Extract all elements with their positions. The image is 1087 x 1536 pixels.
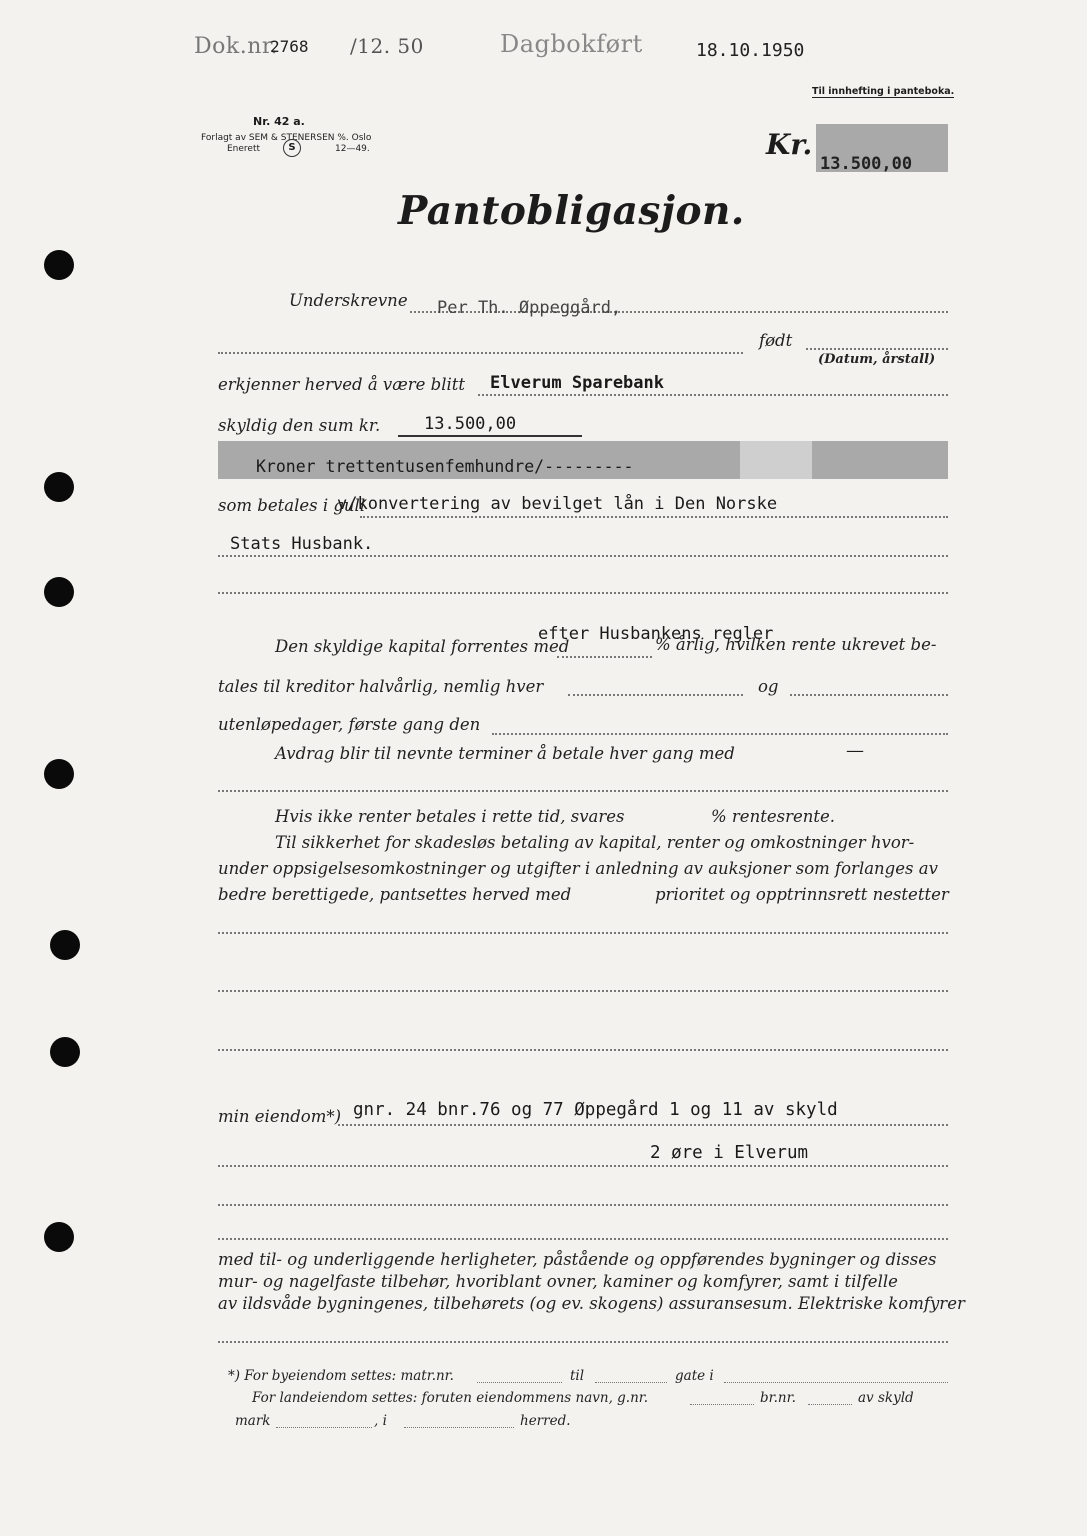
security-line-blank-1: [218, 932, 948, 934]
handwritten-ref: Dok.nr.: [194, 34, 278, 59]
installment-value: —: [846, 740, 864, 761]
footnote-line3-c: herred.: [520, 1413, 571, 1429]
owe-label: skyldig den sum kr.: [218, 416, 381, 435]
publisher-line3: 12—49.: [335, 144, 370, 154]
footnote-dots-7: [404, 1427, 514, 1428]
late-interest-b: % rentesrente.: [711, 807, 835, 826]
undersigned-label: Underskrevne: [289, 291, 408, 310]
security-line1: Til sikkerhet for skadesløs betaling av kapital, renter og omkostninger hvor-: [275, 833, 915, 852]
property-line-4: [218, 1238, 948, 1240]
appurtenances-line2: mur- og nagelfaste tilbehør, hvoriblant ovner, kaminer og komfyrer, samt i tilfelle: [218, 1272, 898, 1291]
amount-value: 13.500,00: [820, 154, 913, 174]
born-line: [806, 348, 948, 350]
binding-note: Til innhefting i panteboka.: [812, 86, 955, 97]
footnote-dots-6: [276, 1427, 372, 1428]
handwritten-note: Dagbokført: [500, 30, 643, 58]
footnote-dots-1: [477, 1382, 562, 1383]
punch-hole: [44, 472, 74, 502]
footnote-line2-a: For landeiendom settes: foruten eiendommens navn, g.nr.: [252, 1390, 649, 1406]
creditor-value: Elverum Sparebank: [490, 373, 664, 393]
footnote-line1-a: *) For byeiendom settes: matr.nr.: [228, 1368, 454, 1384]
security-line-blank-2: [218, 990, 948, 992]
doc-number: 2768: [270, 37, 309, 56]
sum-value: 13.500,00: [424, 414, 517, 434]
interest-term-line-1: [568, 694, 743, 696]
publisher-logo: S: [283, 139, 301, 157]
date-hint: (Datum, årstall): [818, 352, 936, 367]
footnote-dots-2: [595, 1382, 667, 1383]
property-line-2: [218, 1165, 948, 1167]
interest-line3: utenløpedager, første gang den: [218, 715, 481, 734]
punch-hole: [44, 759, 74, 789]
installment-line-2: [218, 790, 948, 792]
punch-hole: [50, 930, 80, 960]
paid-value-line1: v/konvertering av bevilget lån i Den Norske: [337, 494, 778, 514]
security-line2: under oppsigelsesomkostninger og utgifter i anledning av auksjoner som forlanges av: [218, 859, 938, 878]
acknowledge-label: erkjenner herved å være blitt: [218, 375, 466, 394]
property-label: min eiendom*): [218, 1107, 342, 1126]
security-line3-b: prioritet og opptrinnsrett nestetter: [655, 885, 949, 904]
appurtenances-blank-line: [218, 1341, 948, 1343]
property-line-1: [338, 1124, 948, 1126]
first-date-line: [492, 733, 948, 735]
footnote-dots-3: [724, 1382, 948, 1383]
interest-line2-b: og: [758, 677, 779, 696]
publisher-line2: Enerett: [227, 144, 261, 154]
creditor-line: [478, 394, 948, 396]
installment-line: Avdrag blir til nevnte terminer å betale hver gang med: [275, 744, 735, 763]
paid-line-1: [360, 516, 948, 518]
interest-term-line-2: [790, 694, 948, 696]
page-title: Pantobligasjon.: [398, 188, 745, 234]
interest-line1-b: % årlig, hvilken rente ukrevet be-: [655, 635, 937, 654]
sum-underline: [398, 435, 582, 437]
punch-hole: [44, 250, 74, 280]
paid-label: som betales i gull: [218, 496, 366, 515]
form-number: Nr. 42 a.: [253, 115, 305, 128]
interest-line1-a: Den skyldige kapital forrentes med: [275, 637, 570, 656]
property-value-line2: 2 øre i Elverum: [650, 1143, 809, 1163]
footnote-line2-c: av skyld: [858, 1390, 914, 1406]
punch-hole: [44, 1222, 74, 1252]
security-line3-a: bedre berettigede, pantsettes herved med: [218, 885, 572, 904]
appurtenances-line1: med til- og underliggende herligheter, påstående og oppførendes bygninger og disses: [218, 1250, 937, 1269]
punch-hole: [50, 1037, 80, 1067]
interest-line2-a: tales til kreditor halvårlig, nemlig hver: [218, 677, 544, 696]
punch-hole: [44, 577, 74, 607]
sum-words: Kroner trettentusenfemhundre/---------: [256, 457, 634, 476]
footnote-line1-c: gate i: [675, 1368, 714, 1384]
sum-words-gap: [740, 441, 812, 479]
footnote-line2-b: br.nr.: [760, 1390, 796, 1406]
publisher-line1: Forlagt av SEM & STENERSEN %. Oslo: [201, 133, 372, 143]
footnote-dots-4: [690, 1404, 754, 1405]
footnote-line1-b: til: [570, 1368, 585, 1384]
interest-value: efter Husbankens regler: [538, 624, 774, 644]
property-value-line1: gnr. 24 bnr.76 og 77 Øppegård 1 og 11 av skyld: [353, 1100, 838, 1120]
appurtenances-line3: av ildsvåde bygningenes, tilbehørets (og ev. skogens) assuransesum. Elektriske komfyrer: [218, 1294, 965, 1313]
footnote-line3-a: mark: [235, 1413, 271, 1429]
interest-rate-line: [557, 656, 652, 658]
footnote-dots-5: [808, 1404, 852, 1405]
paid-value-line2: Stats Husbank.: [230, 534, 374, 554]
late-interest-a: Hvis ikke renter betales i rette tid, svares: [275, 807, 625, 826]
footnote-line3-b: , i: [374, 1413, 387, 1429]
paid-line-2: [218, 555, 948, 557]
property-line-3: [218, 1204, 948, 1206]
stamp-date: 18.10.1950: [696, 40, 805, 61]
undersigned-value: Per Th. Øppeggård,: [437, 298, 622, 318]
paid-line-3: [218, 592, 948, 594]
handwritten-date: /12. 50: [350, 34, 424, 58]
name-continuation-line: [218, 352, 743, 354]
security-line-blank-3: [218, 1049, 948, 1051]
amount-label: Kr.: [766, 128, 813, 161]
born-label: født: [759, 331, 793, 350]
